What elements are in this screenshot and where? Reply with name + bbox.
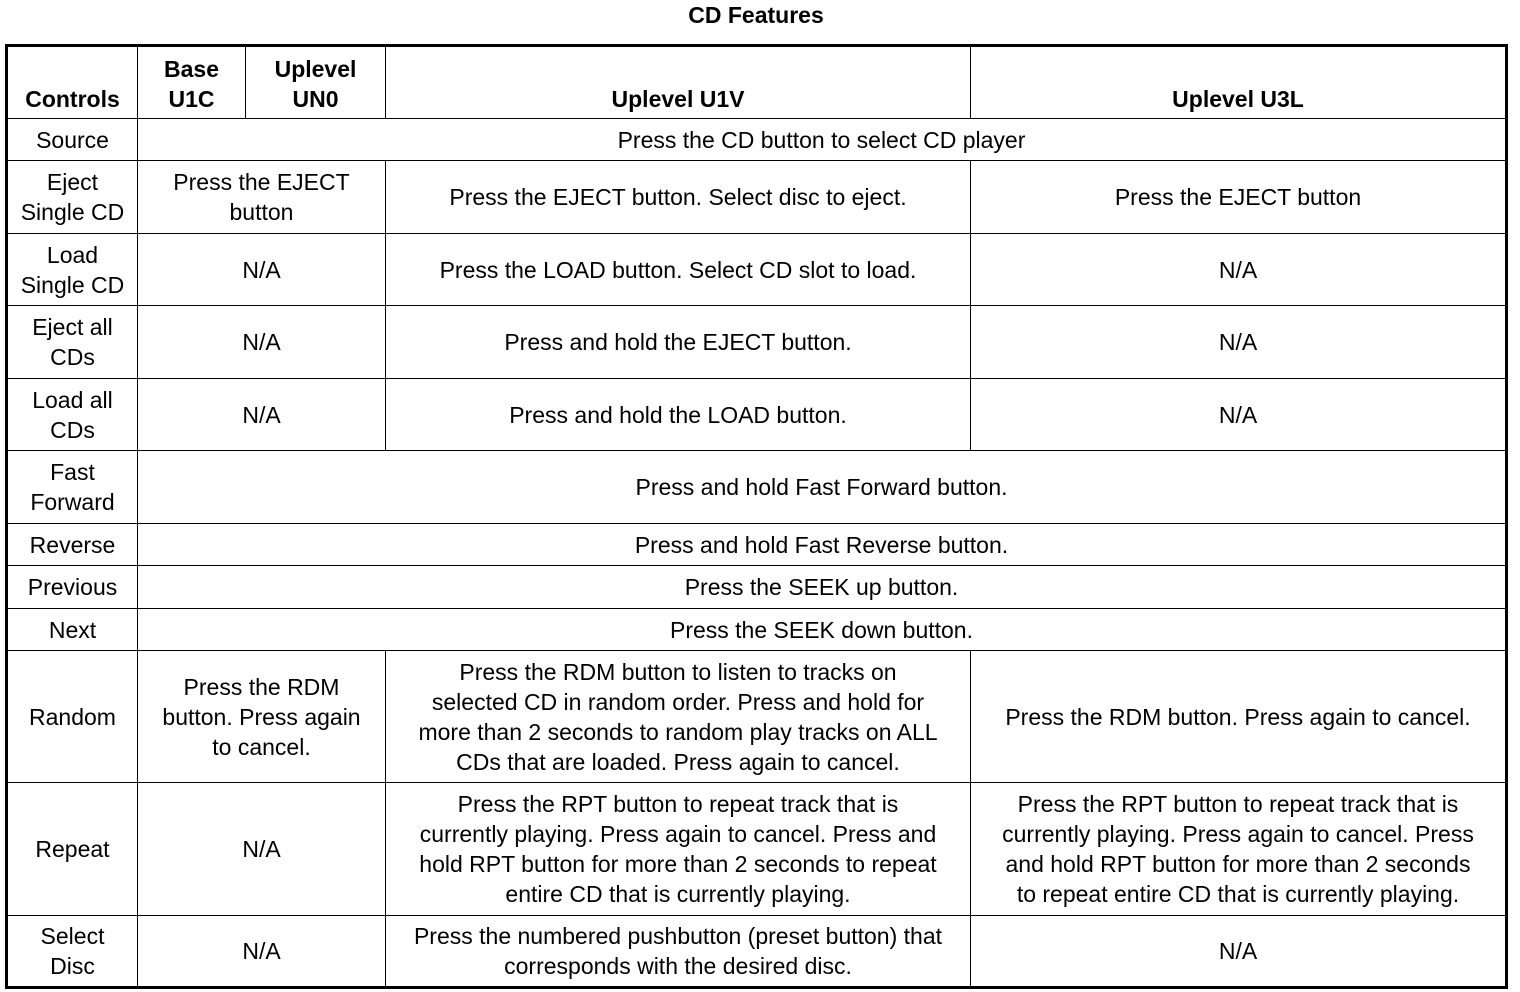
u3l-cell: N/A <box>971 306 1507 379</box>
action-cell: Press and hold Fast Forward button. <box>138 451 1507 524</box>
base-un0-cell: N/A <box>138 379 386 451</box>
control-cell: Select Disc <box>7 916 138 988</box>
table-row <box>7 161 1507 234</box>
page-title: CD Features <box>688 2 824 28</box>
base-un0-cell: N/A <box>138 916 386 988</box>
action-cell: Press the CD button to select CD player <box>138 119 1507 161</box>
control-cell: Reverse <box>7 524 138 566</box>
header-base-u1c: Base U1C <box>138 46 246 119</box>
control-cell: Previous <box>7 566 138 609</box>
table-row <box>7 566 1507 609</box>
control-cell: Eject Single CD <box>7 161 138 234</box>
u1v-cell: Press the numbered pushbutton (preset button) that corresponds with the desired disc. <box>386 916 971 988</box>
control-cell: Eject all CDs <box>7 306 138 379</box>
base-un0-cell: N/A <box>138 306 386 379</box>
table-row <box>7 916 1507 988</box>
u1v-cell: Press the RDM button to listen to tracks on selected CD in random order. Press and hold for more than 2 seconds to random play tracks on ALL CDs that are loaded. Press again to cancel. <box>386 651 971 783</box>
u3l-cell: N/A <box>971 234 1507 306</box>
header-uplevel-u3l: Uplevel U3L <box>971 46 1507 119</box>
u1v-cell: Press the LOAD button. Select CD slot to load. <box>386 234 971 306</box>
u3l-cell: Press the RDM button. Press again to cancel. <box>971 651 1507 783</box>
base-un0-cell: N/A <box>138 783 386 916</box>
header-controls: Controls <box>7 46 138 119</box>
table-row <box>7 451 1507 524</box>
table-row <box>7 524 1507 566</box>
cd-features-table <box>5 44 1508 989</box>
header-uplevel-un0: Uplevel UN0 <box>246 46 386 119</box>
action-cell: Press the SEEK up button. <box>138 566 1507 609</box>
u1v-cell: Press and hold the LOAD button. <box>386 379 971 451</box>
table-row <box>7 609 1507 651</box>
u3l-cell: N/A <box>971 379 1507 451</box>
base-un0-cell: Press the EJECT button <box>138 161 386 234</box>
table-row <box>7 306 1507 379</box>
control-cell: Repeat <box>7 783 138 916</box>
header-uplevel-u1v: Uplevel U1V <box>386 46 971 119</box>
control-cell: Load Single CD <box>7 234 138 306</box>
u3l-cell: N/A <box>971 916 1507 988</box>
table-row <box>7 783 1507 916</box>
control-cell: Fast Forward <box>7 451 138 524</box>
table-row <box>7 379 1507 451</box>
u1v-cell: Press and hold the EJECT button. <box>386 306 971 379</box>
control-cell: Load all CDs <box>7 379 138 451</box>
control-cell: Next <box>7 609 138 651</box>
base-un0-cell: N/A <box>138 234 386 306</box>
header-row <box>7 46 1507 119</box>
control-cell: Random <box>7 651 138 783</box>
u3l-cell: Press the EJECT button <box>971 161 1507 234</box>
action-cell: Press the SEEK down button. <box>138 609 1507 651</box>
action-cell: Press and hold Fast Reverse button. <box>138 524 1507 566</box>
table-row <box>7 234 1507 306</box>
u1v-cell: Press the RPT button to repeat track that is currently playing. Press again to cancel. Press and hold RPT button for more than 2 seconds to repeat entire CD that is currently playing. <box>386 783 971 916</box>
control-cell: Source <box>7 119 138 161</box>
table-row <box>7 651 1507 783</box>
u1v-cell: Press the EJECT button. Select disc to eject. <box>386 161 971 234</box>
table-row <box>7 119 1507 161</box>
u3l-cell: Press the RPT button to repeat track that is currently playing. Press again to cancel. Press and hold RPT button for more than 2 seconds to repeat entire CD that is currently playing. <box>971 783 1507 916</box>
base-un0-cell: Press the RDM button. Press again to cancel. <box>138 651 386 783</box>
